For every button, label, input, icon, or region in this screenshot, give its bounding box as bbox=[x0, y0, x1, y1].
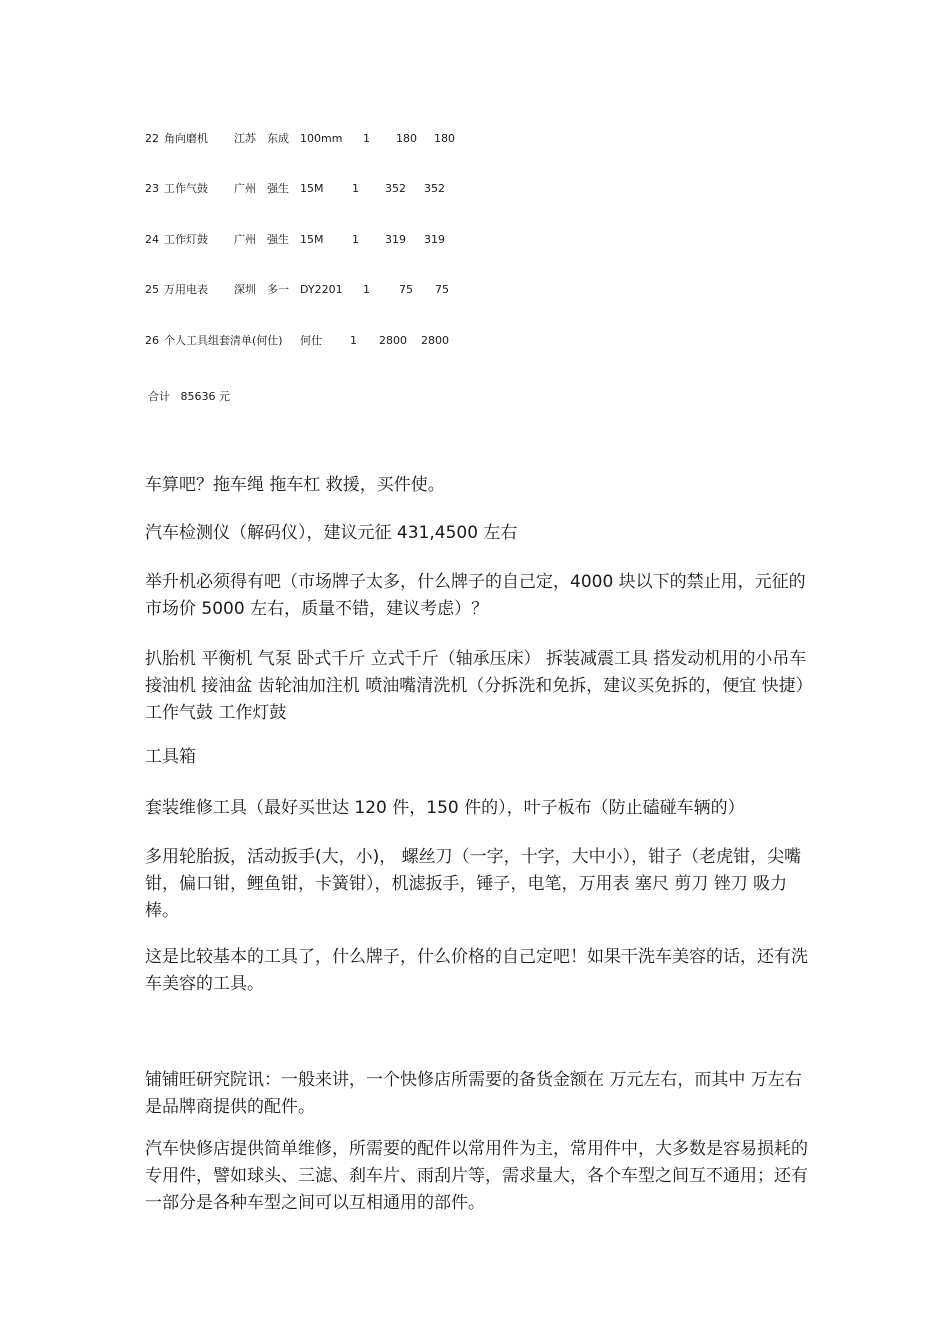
item-name: 工作灯鼓 bbox=[164, 233, 208, 246]
item-qty: 1 bbox=[352, 182, 359, 195]
paragraph-diagnostic-tool: 汽车检测仪（解码仪），建议元征 431,4500 左右 bbox=[145, 523, 518, 543]
item-origin: 广州 bbox=[234, 233, 256, 246]
paragraph-stock-amount: 铺铺旺研究院讯：一般来讲，一个快修店所需要的备货金额在 万元左右，而其中 万左右是品牌商提供的配件。 bbox=[145, 1070, 802, 1117]
item-price: 319 bbox=[385, 233, 406, 246]
item-spec: 15M bbox=[300, 182, 324, 195]
paragraph-parts-description: 汽车快修店提供简单维修，所需要的配件以常用件为主，常用件中，大多数是容易损耗的专用件，譬如球头、三滤、刹车片、雨刮片等，需求量大，各个车型之间互不通用；还有一部分是各种车型之间可以互相通用的部件。 bbox=[145, 1139, 808, 1213]
item-qty: 1 bbox=[363, 283, 370, 296]
item-name: 工作气鼓 bbox=[164, 182, 208, 195]
paragraph-hand-tools: 多用轮胎扳，活动扳手(大，小)， 螺丝刀（一字，十字，大中小），钳子（老虎钳，尖嘴钳，偏口钳，鲤鱼钳，卡簧钳），机滤扳手，锤子，电笔，万用表 塞尺 剪刀 锉刀 吸力棒。 bbox=[145, 847, 802, 921]
item-amount: 352 bbox=[424, 182, 445, 195]
paragraph-lift: 举升机必须得有吧（市场牌子太多，什么牌子的自己定，4000 块以下的禁止用，元征的市场价 5000 左右，质量不错，建议考虑）？ bbox=[145, 572, 806, 619]
item-origin: 深圳 bbox=[234, 283, 256, 296]
item-amount: 2800 bbox=[421, 334, 449, 347]
item-spec: DY2201 bbox=[300, 283, 343, 296]
item-brand: 何仕 bbox=[300, 334, 322, 347]
paragraph-towing: 车算吧？拖车绳 拖车杠 救援，买件使。 bbox=[145, 475, 445, 495]
item-name: 角向磨机 bbox=[164, 132, 208, 145]
item-qty: 1 bbox=[363, 132, 370, 145]
item-price: 2800 bbox=[379, 334, 407, 347]
item-brand: 多一 bbox=[267, 283, 289, 296]
item-price: 180 bbox=[396, 132, 417, 145]
paragraph-equipment-list: 扒胎机 平衡机 气泵 卧式千斤 立式千斤（轴承压床） 拆装减震工具 搭发动机用的小吊车 接油机 接油盆 齿轮油加注机 喷油嘴清洗机（分拆洗和免拆，建议买免拆的，便宜 快捷） 工作气鼓 工作灯鼓 bbox=[145, 649, 813, 723]
item-amount: 180 bbox=[434, 132, 455, 145]
total-label: 合计 bbox=[148, 390, 170, 403]
total-value: 85636 bbox=[180, 390, 216, 403]
row-number: 22 bbox=[145, 132, 159, 145]
item-brand: 强生 bbox=[267, 182, 289, 195]
item-price: 352 bbox=[385, 182, 406, 195]
item-price: 75 bbox=[399, 283, 413, 296]
item-origin: 广州 bbox=[234, 182, 256, 195]
item-origin: 江苏 bbox=[234, 132, 256, 145]
total-unit: 元 bbox=[219, 390, 230, 403]
item-spec: 15M bbox=[300, 233, 324, 246]
paragraph-toolbox-heading: 工具箱 bbox=[145, 747, 196, 767]
row-number: 24 bbox=[145, 233, 159, 246]
row-number: 23 bbox=[145, 182, 159, 195]
item-name: 万用电表 bbox=[164, 283, 208, 296]
row-number: 25 bbox=[145, 283, 159, 296]
paragraph-basic-tools-note: 这是比较基本的工具了，什么牌子，什么价格的自己定吧！如果干洗车美容的话，还有洗车美容的工具。 bbox=[145, 947, 808, 994]
paragraph-tool-set: 套装维修工具（最好买世达 120 件，150 件的），叶子板布（防止磕碰车辆的） bbox=[145, 798, 745, 818]
row-number: 26 bbox=[145, 334, 159, 347]
item-name: 个人工具组套清单(何仕) bbox=[164, 334, 283, 347]
total-line bbox=[148, 389, 230, 405]
item-brand: 强生 bbox=[267, 233, 289, 246]
item-amount: 319 bbox=[424, 233, 445, 246]
item-qty: 1 bbox=[350, 334, 357, 347]
item-qty: 1 bbox=[352, 233, 359, 246]
item-brand: 东成 bbox=[267, 132, 289, 145]
item-amount: 75 bbox=[435, 283, 449, 296]
item-spec: 100mm bbox=[300, 132, 343, 145]
